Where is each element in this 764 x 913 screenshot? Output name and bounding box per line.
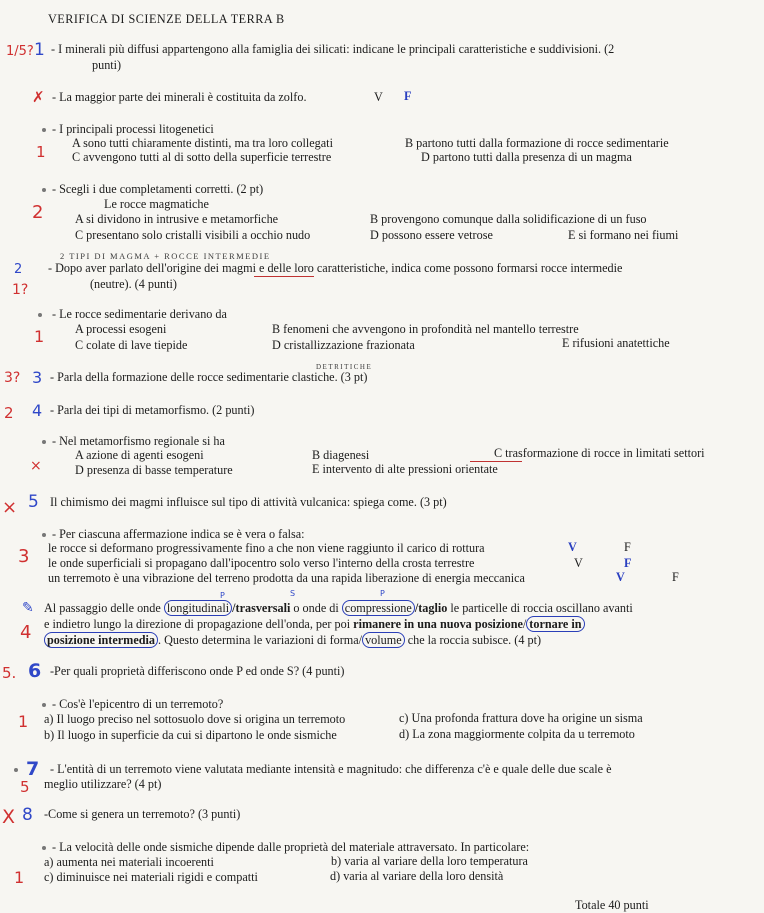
annotation-mark: P	[380, 589, 385, 598]
question-number-1: 1	[34, 40, 45, 60]
grade-q17: 1	[14, 868, 25, 887]
question-14-option-c: c) Una profonda frattura dove ha origine un sisma	[399, 711, 643, 725]
grade-q7: 3?	[4, 370, 21, 386]
answer-1-true-crossed: V	[568, 540, 577, 554]
underline	[254, 276, 314, 277]
question-4-subtitle: Le rocce magmatiche	[104, 197, 209, 211]
question-4-option-e: E si formano nei fiumi	[568, 228, 679, 242]
question-number-3: 3	[32, 368, 43, 387]
bullet	[42, 440, 46, 444]
question-3-option-d: D partono tutti dalla presenza di un magma	[421, 150, 632, 164]
annotation-mark: S	[290, 589, 296, 598]
question-4-stem: - Scegli i due completamenti corretti. (2 pt)	[52, 182, 264, 196]
question-number-4: 4	[32, 401, 43, 420]
question-14-option-d: d) La zona maggiormente colpita da u terremoto	[399, 727, 635, 741]
statement-1: le rocce si deformano progressivamente fino a che non viene raggiunto il carico di rottura	[48, 541, 485, 555]
question-6-stem: - Le rocce sedimentarie derivano da	[52, 307, 227, 321]
question-15-line2: meglio utilizzare? (4 pt)	[44, 777, 162, 791]
grade-q4: 2	[32, 202, 44, 223]
handwritten-note: DETRITICHE	[316, 363, 373, 371]
question-6-option-e: E rifusioni anatettiche	[562, 336, 670, 350]
bullet	[42, 128, 46, 132]
option-false-crossed: F	[404, 89, 412, 103]
grade-q6: 1	[34, 327, 45, 346]
page-title: VERIFICA DI SCIENZE DELLA TERRA B	[48, 12, 285, 26]
question-13-text: -Per quali proprietà differiscono onde P ed onde S? (4 punti)	[50, 664, 345, 678]
grade-q3: 1	[36, 143, 46, 161]
question-number-6: 6	[28, 660, 42, 682]
question-3-option-c: C avvengono tutti al di sotto della superficie terrestre	[72, 150, 332, 164]
question-9-option-c: C trasformazione di rocce in limitati settori	[494, 446, 705, 460]
question-6-option-b: B fenomeni che avvengono in profondità nel mantello terrestre	[272, 322, 579, 336]
question-number-5: 5	[28, 492, 39, 512]
question-14-stem: - Cos'è l'epicentro di un terremoto?	[52, 697, 224, 711]
grade-q11: 3	[18, 546, 30, 567]
question-17-option-c: c) diminuisce nei materiali rigidi e compatti	[44, 870, 258, 884]
question-9-option-b: B diagenesi	[312, 448, 370, 462]
question-number-2: 2	[14, 262, 23, 277]
handwritten-note: 2 TIPI DI MAGMA + ROCCE INTERMEDIE	[60, 251, 271, 261]
question-4-option-b: B provengono comunque dalla solidificazione di un fuso	[370, 212, 647, 226]
question-6-option-a: A processi esogeni	[75, 322, 167, 336]
grade-q8: 2	[4, 404, 14, 422]
question-6-option-d: D cristallizzazione frazionata	[272, 338, 415, 352]
question-1-line2: punti)	[92, 58, 122, 72]
grade-q15: 5	[20, 778, 30, 796]
answer-2-true: V	[574, 556, 583, 570]
question-10-text: Il chimismo dei magmi influisce sul tipo di attività vulcanica: spiega come. (3 pt)	[50, 495, 447, 509]
answer-2-false-crossed: F	[624, 556, 632, 570]
question-number-8: 8	[22, 805, 33, 825]
question-14-option-a: a) Il luogo preciso nel sottosuolo dove si origina un terremoto	[44, 712, 346, 726]
grade-q1: 1/5?	[6, 44, 34, 59]
question-9-option-e: E intervento di alte pressioni orientate	[312, 462, 498, 476]
annotation-mark: P	[220, 591, 225, 600]
grade-q13: 5.	[2, 664, 17, 682]
answer-1-false: F	[624, 540, 631, 554]
question-9-stem: - Nel metamorfismo regionale si ha	[52, 434, 225, 448]
question-3-option-b: B partono tutti dalla formazione di rocce sedimentarie	[405, 136, 669, 150]
grade-mark-q2: ✗	[32, 88, 45, 106]
bullet	[42, 188, 46, 192]
question-17-stem: - La velocità delle onde sismiche dipende dalle proprietà del materiale attraversato. In particolare:	[52, 840, 530, 854]
question-4-option-a: A si dividono in intrusive e metamorfiche	[75, 212, 279, 226]
question-6-option-c: C colate di lave tiepide	[75, 338, 188, 352]
statement-3: un terremoto è una vibrazione del terreno prodotta da una rapida liberazione di energia meccanica	[48, 571, 525, 585]
bullet	[42, 703, 46, 707]
grade-q5: 1?	[12, 282, 29, 298]
question-3-stem: - I principali processi litogenetici	[52, 122, 214, 136]
question-17-option-a: a) aumenta nei materiali incoerenti	[44, 855, 214, 869]
question-12-line1: Al passaggio delle onde longitudinali /trasversali o onde di compressione /taglio le particelle di roccia oscillano avanti	[44, 601, 633, 615]
pencil-icon: ✎	[22, 600, 34, 616]
question-5-line1: - Dopo aver parlato dell'origine dei magmi e delle loro caratteristiche, indica come possono formarsi rocce intermedie	[48, 261, 623, 275]
question-5-line2: (neutre). (4 punti)	[90, 277, 177, 291]
bullet	[14, 768, 18, 772]
question-16-text: -Come si genera un terremoto? (3 punti)	[44, 807, 241, 821]
question-4-option-c: C presentano solo cristalli visibili a occhio nudo	[75, 228, 311, 242]
question-15-line1: - L'entità di un terremoto viene valutata mediante intensità e magnitudo: che differenza c'è e quale delle due scale è	[50, 762, 612, 776]
grade-q12: 4	[20, 622, 32, 643]
grade-q14: 1	[18, 712, 29, 731]
grade-q10: ×	[2, 497, 18, 518]
question-4-option-d: D possono essere vetrose	[370, 228, 493, 242]
answer-3-true-crossed: V	[616, 570, 625, 584]
bullet	[38, 313, 42, 317]
question-3-option-a: A sono tutti chiaramente distinti, ma tra loro collegati	[72, 136, 333, 150]
question-12-line2: e indietro lungo la direzione di propagazione dell'onda, per poi rimanere in una nuova posizione/ tornare in	[44, 617, 585, 631]
question-9-option-d: D presenza di basse temperature	[75, 463, 233, 477]
grade-q16: X	[2, 806, 16, 828]
question-8-text: - Parla dei tipi di metamorfismo. (2 punti)	[50, 403, 255, 417]
grade-q9: ×	[30, 458, 42, 474]
option-true: V	[374, 90, 383, 104]
total-points: Totale 40 punti	[575, 898, 649, 912]
question-2-text: - La maggior parte dei minerali è costituita da zolfo.	[52, 90, 307, 104]
question-17-option-b: b) varia al variare della loro temperatura	[331, 854, 528, 868]
statement-2: le onde superficiali si propagano dall'ipocentro solo verso l'interno della crosta terrestre	[48, 556, 475, 570]
question-14-option-b: b) Il luogo in superficie da cui si dipartono le onde sismiche	[44, 728, 337, 742]
bullet	[42, 846, 46, 850]
question-9-option-a: A azione di agenti esogeni	[75, 448, 204, 462]
bullet	[42, 533, 46, 537]
question-17-option-d: d) varia al variare della loro densità	[330, 869, 504, 883]
question-1-line1: - I minerali più diffusi appartengono alla famiglia dei silicati: indicane le principali caratteristiche e suddivisioni. (2	[51, 42, 615, 56]
answer-3-false: F	[672, 570, 679, 584]
question-7-text: - Parla della formazione delle rocce sedimentarie clastiche. (3 pt)	[50, 370, 368, 384]
question-number-7: 7	[26, 758, 40, 780]
question-11-stem: - Per ciascuna affermazione indica se è vera o falsa:	[52, 527, 305, 541]
question-12-line3: posizione intermedia . Questo determina le variazioni di forma/ volume che la roccia subisce. (4 pt)	[44, 633, 541, 647]
